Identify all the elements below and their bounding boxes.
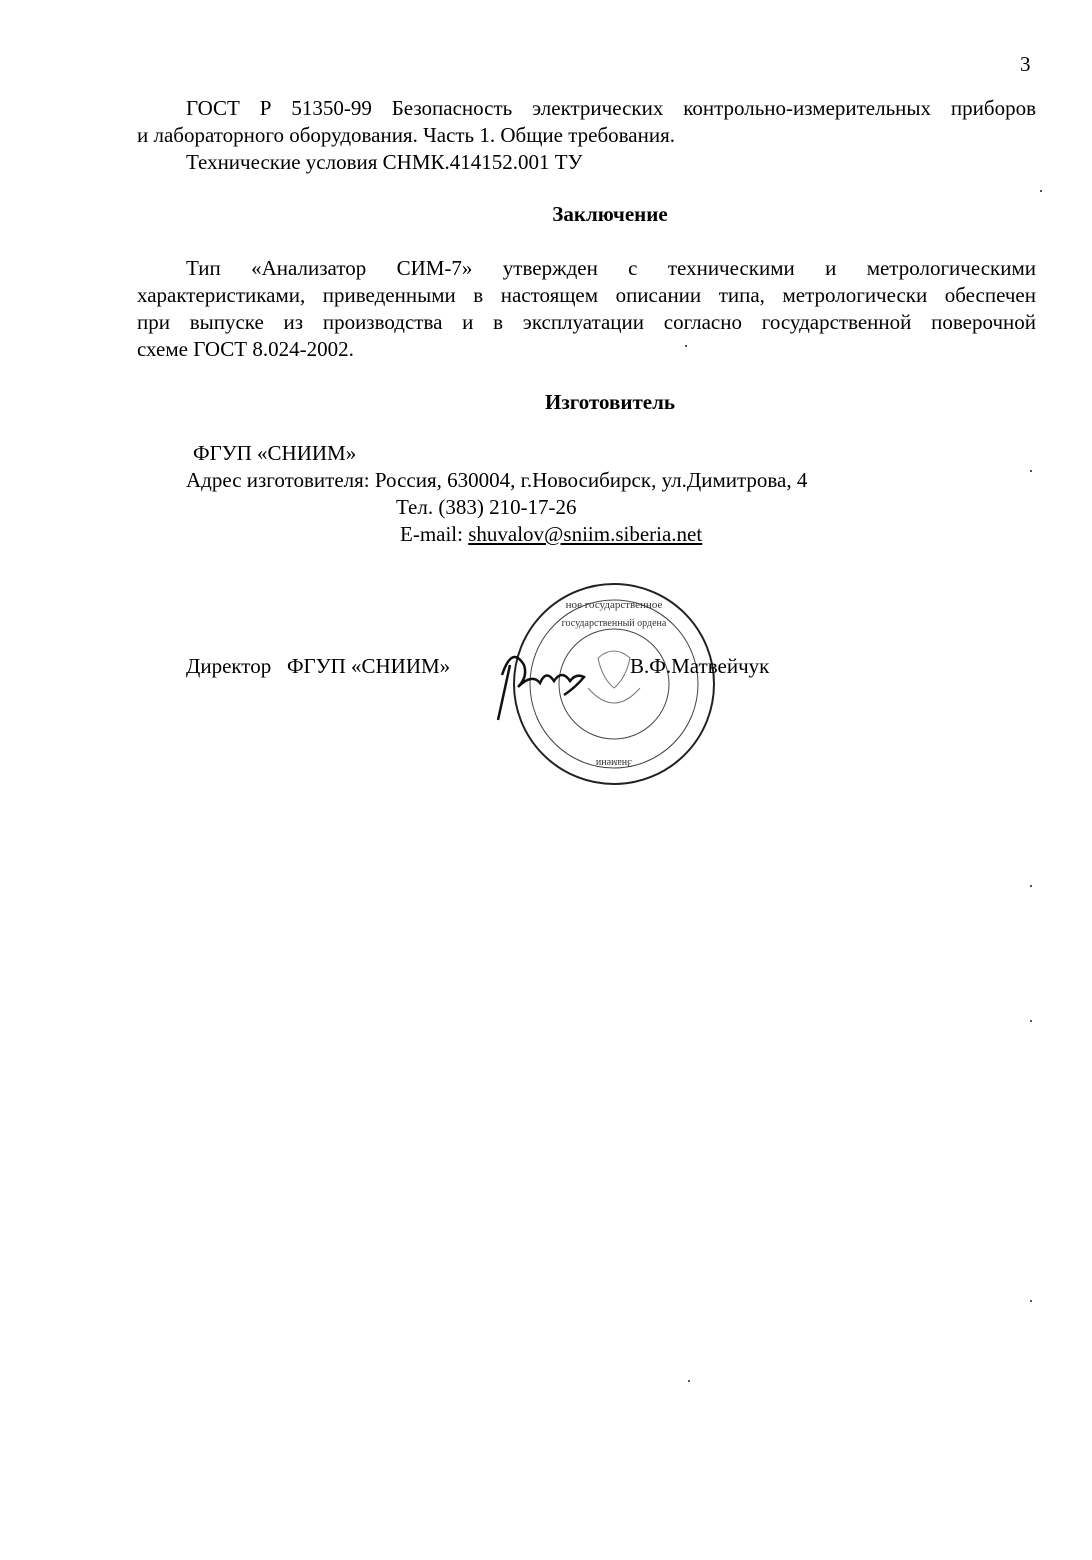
manufacturer-name: ФГУП «СНИИМ» <box>193 441 357 465</box>
svg-text:государственный ордена: государственный ордена <box>561 618 667 629</box>
svg-text:Знамени: Знамени <box>595 757 633 768</box>
manufacturer-email: E-mail: shuvalov@sniim.siberia.net <box>400 522 703 546</box>
standard-line: Технические условия СНМК.414152.001 ТУ <box>186 150 583 174</box>
signature-image <box>490 635 600 725</box>
signatory-name: В.Ф.Матвейчук <box>630 654 770 678</box>
conclusion-line: Тип «Анализатор СИМ-7» утвержден с техническими и метрологическими <box>186 256 1036 280</box>
conclusion-heading: Заключение <box>552 202 668 226</box>
conclusion-line: характеристиками, приведенными в настоящем описании типа, метрологически обеспечен <box>137 283 1036 307</box>
manufacturer-phone: Тел. (383) 210-17-26 <box>396 495 577 519</box>
conclusion-line: при выпуске из производства и в эксплуатации согласно государственной поверочной <box>137 310 1036 334</box>
manufacturer-address: Адрес изготовителя: Россия, 630004, г.Новосибирск, ул.Димитрова, 4 <box>186 468 808 492</box>
svg-text:ное государственное: ное государственное <box>565 599 663 611</box>
manufacturer-heading: Изготовитель <box>545 390 675 414</box>
email-link[interactable]: shuvalov@sniim.siberia.net <box>468 522 703 546</box>
page-number: 3 <box>1020 52 1031 76</box>
standard-line: и лабораторного оборудования. Часть 1. Общие требования. <box>137 123 676 147</box>
standard-line: ГОСТ Р 51350-99 Безопасность электрических контрольно-измерительных приборов <box>186 96 1036 120</box>
conclusion-line: схеме ГОСТ 8.024-2002. <box>137 337 354 361</box>
signature-position: Директор ФГУП «СНИИМ» <box>186 654 451 678</box>
